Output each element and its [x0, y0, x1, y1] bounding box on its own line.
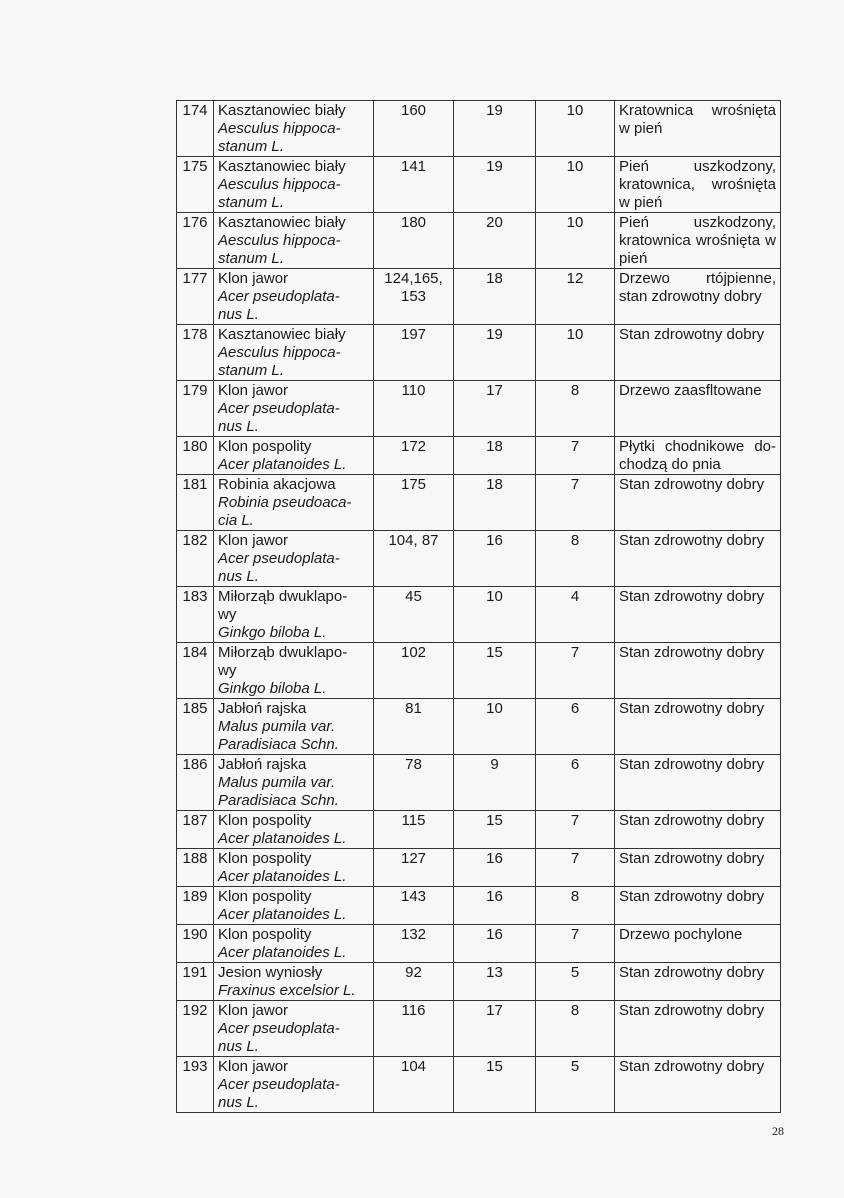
remarks: Stan zdrowotny dobry	[615, 531, 781, 587]
trunk-circumference: 116	[374, 1001, 454, 1057]
tree-number: 193	[177, 1057, 214, 1113]
species-polish-name: Klon pospolity	[218, 438, 312, 455]
species-polish-name: Robinia akacjowa	[218, 476, 336, 493]
trunk-circumference: 160	[374, 101, 454, 157]
species-cell	[214, 157, 374, 213]
species-cell	[214, 1057, 374, 1113]
remarks: Stan zdrowotny dobry	[615, 587, 781, 643]
crown-diameter: 8	[536, 531, 615, 587]
trunk-circumference: 104	[374, 1057, 454, 1113]
trunk-circumference: 81	[374, 699, 454, 755]
tree-height: 17	[454, 1001, 536, 1057]
species-latin-name: Acer platanoides L.	[218, 944, 347, 961]
table-row	[177, 755, 781, 811]
tree-number: 183	[177, 587, 214, 643]
table-row	[177, 811, 781, 849]
tree-height: 10	[454, 587, 536, 643]
species-latin-name: Acer platanoides L.	[218, 868, 347, 885]
tree-height: 16	[454, 887, 536, 925]
remarks: Drzewo rtójpienne, stan zdrowotny dobry	[615, 269, 781, 325]
tree-height: 16	[454, 531, 536, 587]
species-polish-name: Klon pospolity	[218, 926, 312, 943]
species-cell	[214, 811, 374, 849]
tree-height: 16	[454, 849, 536, 887]
remarks: Płytki chodnikowe do-chodzą do pnia	[615, 437, 781, 475]
species-cell	[214, 699, 374, 755]
table-row	[177, 643, 781, 699]
table-row	[177, 925, 781, 963]
table-row	[177, 1057, 781, 1113]
species-polish-name: Klon pospolity	[218, 850, 312, 867]
table-row	[177, 475, 781, 531]
species-cell	[214, 1001, 374, 1057]
crown-diameter: 8	[536, 1001, 615, 1057]
species-cell	[214, 963, 374, 1001]
species-cell	[214, 755, 374, 811]
tree-number: 178	[177, 325, 214, 381]
species-cell	[214, 531, 374, 587]
crown-diameter: 7	[536, 437, 615, 475]
table-row	[177, 269, 781, 325]
species-cell	[214, 925, 374, 963]
tree-height: 15	[454, 643, 536, 699]
crown-diameter: 7	[536, 475, 615, 531]
species-polish-name: Klon jawor	[218, 532, 289, 549]
species-latin-name: Acer pseudoplata- nus L.	[218, 550, 340, 585]
tree-height: 10	[454, 699, 536, 755]
trunk-circumference: 92	[374, 963, 454, 1001]
table-row	[177, 437, 781, 475]
trunk-circumference: 110	[374, 381, 454, 437]
trunk-circumference: 197	[374, 325, 454, 381]
table-row	[177, 963, 781, 1001]
species-latin-name: Fraxinus excelsior L.	[218, 982, 356, 999]
remarks: Drzewo zaasfltowane	[615, 381, 781, 437]
table-row	[177, 213, 781, 269]
tree-number: 190	[177, 925, 214, 963]
tree-number: 176	[177, 213, 214, 269]
trunk-circumference: 115	[374, 811, 454, 849]
crown-diameter: 4	[536, 587, 615, 643]
crown-diameter: 10	[536, 213, 615, 269]
species-latin-name: Acer pseudoplata- nus L.	[218, 1020, 340, 1055]
tree-height: 16	[454, 925, 536, 963]
tree-height: 19	[454, 157, 536, 213]
table-row	[177, 1001, 781, 1057]
tree-number: 189	[177, 887, 214, 925]
species-polish-name: Kasztanowiec biały	[218, 102, 346, 119]
remarks: Stan zdrowotny dobry	[615, 1001, 781, 1057]
species-cell	[214, 437, 374, 475]
remarks: Stan zdrowotny dobry	[615, 1057, 781, 1113]
species-latin-name: Aesculus hippoca- stanum L.	[218, 120, 341, 155]
species-polish-name: Jesion wyniosły	[218, 964, 323, 981]
species-latin-name: Acer pseudoplata- nus L.	[218, 400, 340, 435]
trunk-circumference: 180	[374, 213, 454, 269]
table-row	[177, 699, 781, 755]
species-latin-name: Acer platanoides L.	[218, 456, 347, 473]
table-row	[177, 157, 781, 213]
species-polish-name: Klon jawor	[218, 1002, 289, 1019]
species-polish-name: Kasztanowiec biały	[218, 158, 346, 175]
page-number: 28	[772, 1124, 784, 1138]
species-latin-name: Aesculus hippoca- stanum L.	[218, 344, 341, 379]
trunk-circumference: 124,165, 153	[374, 269, 454, 325]
tree-number: 180	[177, 437, 214, 475]
species-latin-name: Acer platanoides L.	[218, 906, 347, 923]
species-cell	[214, 325, 374, 381]
species-latin-name: Malus pumila var. Paradisiaca Schn.	[218, 774, 339, 809]
tree-number: 181	[177, 475, 214, 531]
table-row	[177, 587, 781, 643]
species-polish-name: Jabłoń rajska	[218, 700, 307, 717]
species-polish-name: Klon jawor	[218, 270, 289, 287]
trunk-circumference: 141	[374, 157, 454, 213]
species-polish-name: Klon jawor	[218, 1058, 289, 1075]
trunk-circumference: 143	[374, 887, 454, 925]
remarks: Stan zdrowotny dobry	[615, 643, 781, 699]
remarks: Kratownica wrośnięta w pień	[615, 101, 781, 157]
species-latin-name: Ginkgo biloba L.	[218, 680, 327, 697]
species-latin-name: Robinia pseudoaca- cia L.	[218, 494, 352, 529]
species-cell	[214, 475, 374, 531]
species-cell	[214, 101, 374, 157]
remarks: Stan zdrowotny dobry	[615, 325, 781, 381]
species-latin-name: Ginkgo biloba L.	[218, 624, 327, 641]
tree-number: 188	[177, 849, 214, 887]
crown-diameter: 6	[536, 755, 615, 811]
tree-number: 179	[177, 381, 214, 437]
remarks: Stan zdrowotny dobry	[615, 963, 781, 1001]
species-latin-name: Acer pseudoplata- nus L.	[218, 288, 340, 323]
remarks: Pień uszkodzony, kratownica, wrośnięta w pień	[615, 157, 781, 213]
tree-number: 175	[177, 157, 214, 213]
species-cell	[214, 213, 374, 269]
remarks: Stan zdrowotny dobry	[615, 811, 781, 849]
crown-diameter: 7	[536, 811, 615, 849]
tree-number: 186	[177, 755, 214, 811]
tree-height: 19	[454, 101, 536, 157]
species-cell	[214, 269, 374, 325]
crown-diameter: 8	[536, 887, 615, 925]
tree-height: 9	[454, 755, 536, 811]
species-latin-name: Aesculus hippoca- stanum L.	[218, 232, 341, 267]
species-polish-name: Kasztanowiec biały	[218, 214, 346, 231]
tree-height: 18	[454, 475, 536, 531]
species-cell	[214, 849, 374, 887]
tree-height: 19	[454, 325, 536, 381]
table-row	[177, 325, 781, 381]
species-latin-name: Acer pseudoplata- nus L.	[218, 1076, 340, 1111]
table-row	[177, 381, 781, 437]
species-cell	[214, 587, 374, 643]
species-polish-name: Miłorząb dwuklapo- wy	[218, 588, 348, 623]
trunk-circumference: 102	[374, 643, 454, 699]
tree-number: 182	[177, 531, 214, 587]
trunk-circumference: 132	[374, 925, 454, 963]
species-cell	[214, 643, 374, 699]
table-row	[177, 849, 781, 887]
table-body	[177, 101, 781, 1113]
tree-number: 191	[177, 963, 214, 1001]
species-polish-name: Kasztanowiec biały	[218, 326, 346, 343]
remarks: Stan zdrowotny dobry	[615, 755, 781, 811]
trunk-circumference: 127	[374, 849, 454, 887]
remarks: Stan zdrowotny dobry	[615, 887, 781, 925]
trunk-circumference: 175	[374, 475, 454, 531]
tree-number: 187	[177, 811, 214, 849]
table-row	[177, 101, 781, 157]
species-cell	[214, 381, 374, 437]
species-latin-name: Acer platanoides L.	[218, 830, 347, 847]
tree-height: 20	[454, 213, 536, 269]
species-polish-name: Klon pospolity	[218, 812, 312, 829]
crown-diameter: 12	[536, 269, 615, 325]
tree-height: 18	[454, 437, 536, 475]
crown-diameter: 6	[536, 699, 615, 755]
trunk-circumference: 104, 87	[374, 531, 454, 587]
remarks: Drzewo pochylone	[615, 925, 781, 963]
tree-height: 17	[454, 381, 536, 437]
remarks: Stan zdrowotny dobry	[615, 699, 781, 755]
tree-height: 15	[454, 1057, 536, 1113]
species-latin-name: Aesculus hippoca- stanum L.	[218, 176, 341, 211]
crown-diameter: 8	[536, 381, 615, 437]
species-cell	[214, 887, 374, 925]
crown-diameter: 10	[536, 325, 615, 381]
tree-number: 185	[177, 699, 214, 755]
crown-diameter: 7	[536, 925, 615, 963]
tree-number: 174	[177, 101, 214, 157]
crown-diameter: 10	[536, 157, 615, 213]
tree-number: 192	[177, 1001, 214, 1057]
crown-diameter: 5	[536, 963, 615, 1001]
species-polish-name: Klon pospolity	[218, 888, 312, 905]
tree-number: 184	[177, 643, 214, 699]
remarks: Pień uszkodzony, kratownica wrośnięta w pień	[615, 213, 781, 269]
crown-diameter: 7	[536, 643, 615, 699]
tree-height: 18	[454, 269, 536, 325]
tree-inventory-table	[176, 100, 781, 1113]
species-polish-name: Miłorząb dwuklapo- wy	[218, 644, 348, 679]
species-polish-name: Jabłoń rajska	[218, 756, 307, 773]
crown-diameter: 10	[536, 101, 615, 157]
trunk-circumference: 172	[374, 437, 454, 475]
tree-number: 177	[177, 269, 214, 325]
tree-height: 13	[454, 963, 536, 1001]
species-polish-name: Klon jawor	[218, 382, 289, 399]
remarks: Stan zdrowotny dobry	[615, 475, 781, 531]
species-latin-name: Malus pumila var. Paradisiaca Schn.	[218, 718, 339, 753]
remarks: Stan zdrowotny dobry	[615, 849, 781, 887]
trunk-circumference: 78	[374, 755, 454, 811]
tree-height: 15	[454, 811, 536, 849]
crown-diameter: 7	[536, 849, 615, 887]
table-row	[177, 887, 781, 925]
table-row	[177, 531, 781, 587]
trunk-circumference: 45	[374, 587, 454, 643]
crown-diameter: 5	[536, 1057, 615, 1113]
